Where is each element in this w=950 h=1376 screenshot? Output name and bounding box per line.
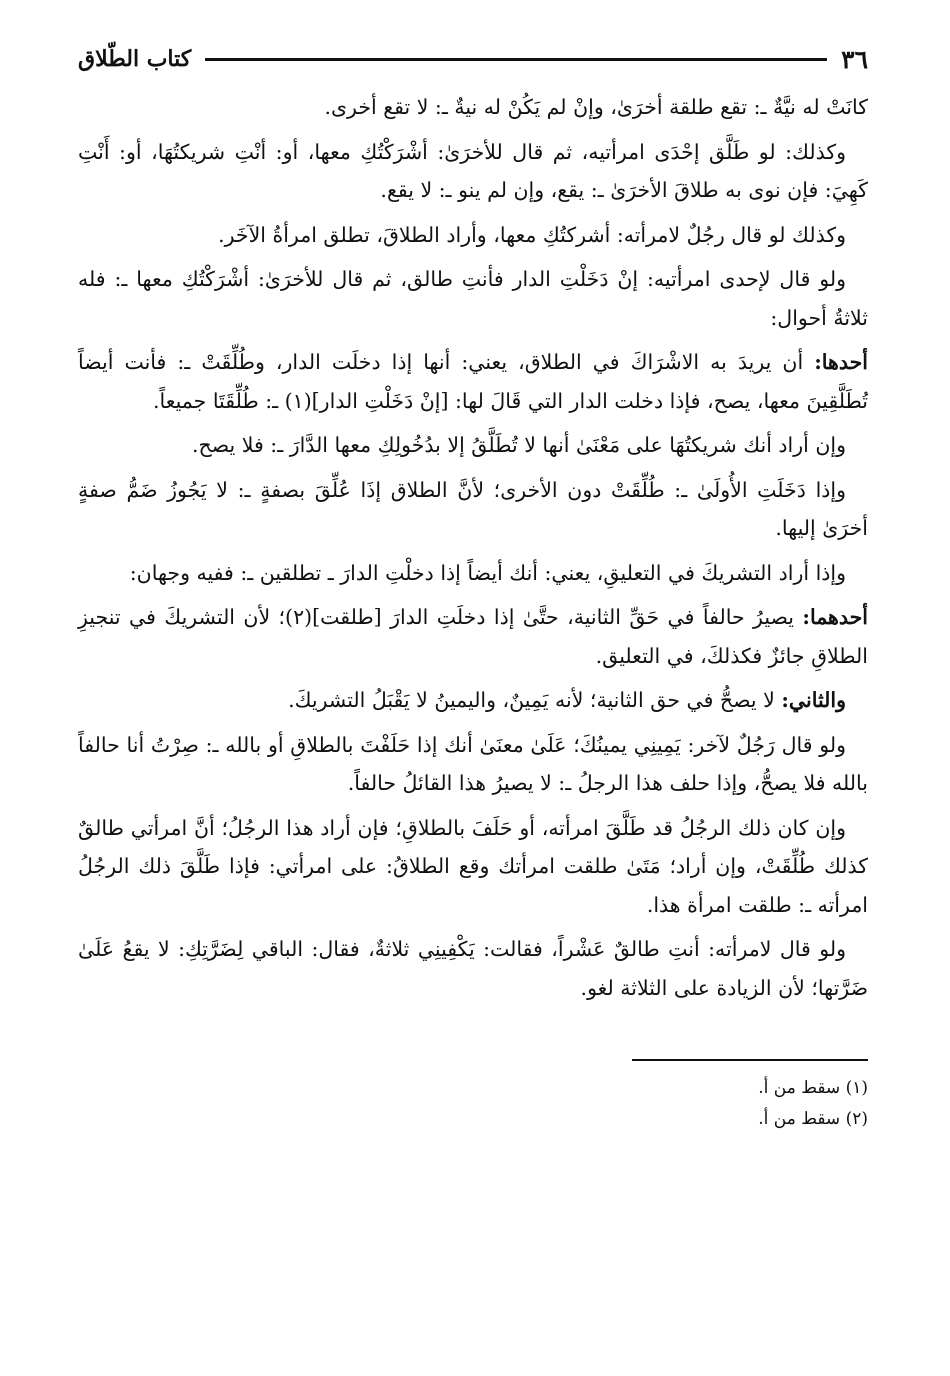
- paragraph: ولو قال لامرأته: أنتِ طالقٌ عَشْراً، فقالت: يَكْفِينِي ثلاثةٌ، فقال: الباقي لِضَرَّتِكِ: لا يقعُ عَلَىٰ ضَرَّتها؛ لأن الزيادة على الثلاثة لغو.: [78, 937, 868, 1000]
- paragraph: وكذلك لو قال رجُلٌ لامرأته: أشركتُكِ معها، وأراد الطلاقَ، تطلق امرأةُ الآخَر.: [218, 222, 846, 247]
- paragraph-lead: أحدها:: [814, 350, 868, 374]
- paragraph: أحدها: أن يريدَ به الاشْرَاكَ في الطلاق، يعني: أنها إذا دخلَت الدار، وطُلِّقَتْ ـ: فأنت أيضاً تُطَلَّقِينَ معها، يصح، فإذا دخلت الدار التي قَالَ لها: [إنْ دَخَلْتِ الدار](١) ـ: طُلِّقَتَا جميعاً.: [78, 350, 868, 413]
- footnotes: [78, 1073, 868, 1135]
- header-rule: [205, 58, 827, 61]
- paragraph-lead: والثاني:: [781, 688, 846, 712]
- paragraph: كانَتْ له نيَّةٌ ـ: تقع طلقة أخرَىٰ، وإنْ لم يَكُنْ له نيةٌ ـ: لا تقع أخرى.: [324, 95, 868, 119]
- footnote-rule: [632, 1059, 868, 1061]
- paragraph: والثاني: لا يصحُّ في حق الثانية؛ لأنه يَمِينٌ، واليمينُ لا يَقْبَلُ التشريكَ.: [288, 688, 846, 712]
- paragraph: وإذا أراد التشريكَ في التعليقِ، يعني: أنك أيضاً إذا دخلْتِ الدارَ ـ تطلقين ـ: ففيه وجهان:: [129, 560, 846, 585]
- paragraph: وإذا دَخَلَتِ الأُولَىٰ ـ: طُلِّقَتْ دون الأخرى؛ لأنَّ الطلاق إذَا عُلِّقَ بصفةٍ ـ: لا يَجُوزُ ضَمُّ صفةٍ أخرَىٰ إليها.: [78, 477, 868, 540]
- body-text: [78, 88, 868, 1007]
- paragraph: ولو قال لإحدى امرأتيه: إنْ دَخَلْتِ الدار فأنتِ طالق، ثم قال للأخرَىٰ: أشْرَكْتُكِ معها ـ: فله ثلاثةُ أحوال:: [78, 267, 868, 330]
- book-title: كتاب الطّلاق: [78, 46, 192, 72]
- book-page: [78, 40, 868, 1135]
- paragraph: وإن أراد أنك شريكتُهَا على مَعْنَىٰ أنها لا تُطَلَّقُ إلا بدُخُولِكِ معها الدَّارَ ـ: فلا يصح.: [191, 433, 846, 457]
- paragraph: ولو قال رَجُلٌ لآخر: يَمِينِي يمينُكَ؛ عَلَىٰ معنَىٰ أنك إذا حَلَفْتَ بالطلاقِ أو بالله ـ: صِرْتُ أنا حالفاً بالله فلا يصحُّ، وإذا حلف هذا الرجلُ ـ: لا يصيرُ هذا القائلُ حالفاً.: [78, 732, 868, 795]
- paragraph: أحدهما: يصيرُ حالفاً في حَقِّ الثانية، حتَّىٰ إذا دخلَتِ الدارَ [طلقت](٢)؛ لأن التشريكَ في تنجيزِ الطلاقِ جائزٌ فكذلكَ، في التعليق.: [78, 605, 868, 668]
- paragraph: وإن كان ذلك الرجُلُ قد طَلَّقَ امرأته، أو حَلَفَ بالطلاقِ؛ فإن أراد هذا الرجُلُ؛ أنَّ امرأتي طالقٌ كذلك طُلِّقَتْ، وإن أراد؛ مَتَىٰ طلقت امرأتك وقع الطلاقُ: على امرأتي: فإذا طَلَّقَ ذلك الرجُلُ امرأته ـ: طلقت امرأة هذا.: [78, 815, 868, 917]
- paragraph: وكذلك: لو طَلَّق إحْدَى امرأتيه، ثم قال للأخرَىٰ: أشْرَكْتُكِ معها، أو: أنْتِ شريكتُهَا، أو: أَنْتِ كَهِيَ: فإن نوى به طلاقَ الأخرَىٰ ـ: يقع، وإن لم ينو ـ: لا يقع.: [78, 139, 868, 202]
- footnote: (٢) سقط من أ.: [758, 1109, 868, 1129]
- footnote: (١) سقط من أ.: [758, 1078, 868, 1098]
- paragraph-lead: أحدهما:: [802, 605, 868, 629]
- page-number: ٣٦: [841, 44, 868, 74]
- page-header: [78, 40, 868, 78]
